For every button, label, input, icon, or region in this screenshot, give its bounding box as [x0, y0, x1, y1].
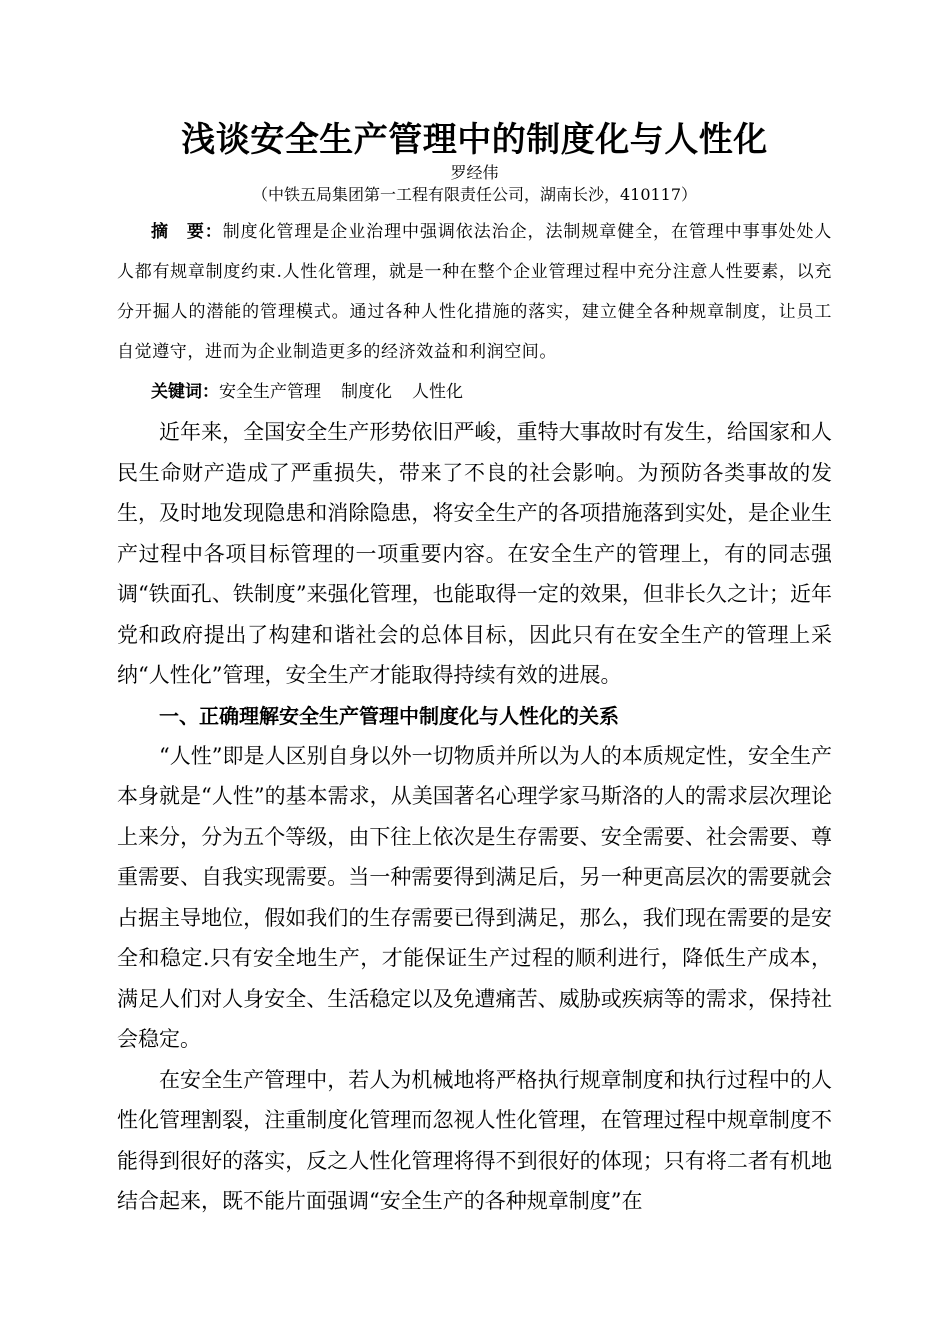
keywords-label: 关键词： [151, 382, 219, 402]
body-paragraph: “人性”即是人区别自身以外一切物质并所以为人的本质规定性，安全生产本身就是“人性”的基本需求，从美国著名心理学家马斯洛的人的需求层次理论上来分，分为五个等级，由下往上依次是生存需要、安全需要、社会需要、尊重需要、自我实现需要。当一种需要得到满足后，另一种更高层次的需要就会占据主导地位，假如我们的生存需要已得到满足，那么，我们现在需要的是安全和稳定.只有安全地生产，才能保证生产过程的顺利进行，降低生产成本，满足人们对人身安全、生活稳定以及免遭痛苦、威胁或疾病等的需求，保持社会稳定。 [117, 743, 832, 1051]
abstract-label: 摘 要： [151, 222, 223, 242]
document-title: 浅谈安全生产管理中的制度化与人性化 [181, 120, 768, 160]
keywords-block [117, 372, 832, 412]
keyword-item: 人性化 [412, 382, 463, 402]
section-heading: 一、正确理解安全生产管理中制度化与人性化的关系 [159, 703, 619, 728]
body-paragraph: 在安全生产管理中，若人为机械地将严格执行规章制度和执行过程中的人性化管理割裂，注重制度化管理而忽视人性化管理，在管理过程中规章制度不能得到很好的落实，反之人性化管理将得不到很好的体现；只有将二者有机地结合起来，既不能片面强调“安全生产的各种规章制度”在 [117, 1067, 832, 1213]
author-affiliation: （中铁五局集团第一工程有限责任公司，湖南长沙，410117） [251, 185, 698, 204]
author-name: 罗经伟 [450, 163, 499, 182]
abstract-text: 制度化管理是企业治理中强调依法治企，法制规章健全，在管理中事事处处人人都有规章制度约束.人性化管理，就是一种在整个企业管理过程中充分注意人性要素，以充分开掘人的潜能的管理模式。通过各种人性化措施的落实，建立健全各种规章制度，让员工自觉遵守，进而为企业制造更多的经济效益和利润空间。 [117, 222, 832, 362]
intro-paragraph: 近年来，全国安全生产形势依旧严峻，重特大事故时有发生，给国家和人民生命财产造成了严重损失，带来了不良的社会影响。为预防各类事故的发生，及时地发现隐患和消除隐患，将安全生产的各项措施落到实处，是企业生产过程中各项目标管理的一项重要内容。在安全生产的管理上，有的同志强调“铁面孔、铁制度”来强化管理，也能取得一定的效果，但非长久之计；近年党和政府提出了构建和谐社会的总体目标，因此只有在安全生产的管理上采纳“人性化”管理，安全生产才能取得持续有效的进展。 [117, 420, 832, 687]
abstract-block [117, 212, 832, 372]
keyword-item: 安全生产管理 [219, 382, 321, 402]
keyword-item: 制度化 [341, 382, 392, 402]
